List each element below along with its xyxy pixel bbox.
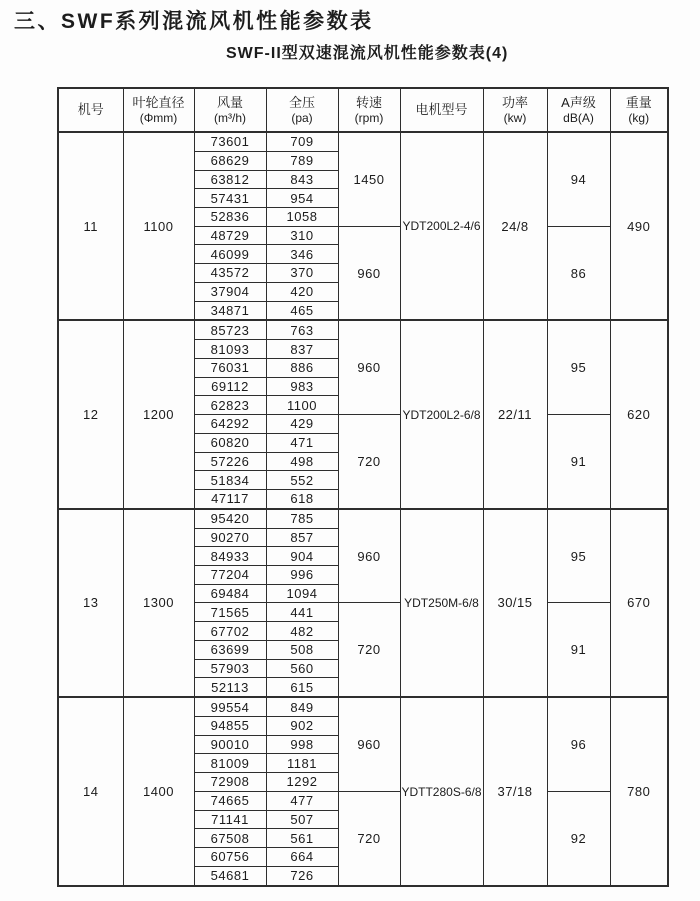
pressure-cell: 615 [266,678,338,697]
airflow-cell: 60756 [194,847,266,866]
col-header-unit: (kg) [628,111,650,126]
airflow-cell: 68629 [194,151,266,170]
diameter-cell: 1200 [123,320,194,508]
pressure-cell: 996 [266,566,338,585]
pressure-cell: 857 [266,528,338,547]
col-header-unit: dB(A) [563,111,594,126]
pressure-cell: 664 [266,847,338,866]
airflow-cell: 77204 [194,566,266,585]
pressure-cell: 477 [266,791,338,810]
pressure-cell: 998 [266,735,338,754]
airflow-cell: 90010 [194,735,266,754]
pressure-cell: 346 [266,245,338,264]
page-title: 三、SWF系列混流风机性能参数表 [14,10,374,33]
pressure-cell: 429 [266,415,338,434]
diameter-cell: 1100 [123,132,194,320]
airflow-cell: 62823 [194,396,266,415]
airflow-cell: 37904 [194,282,266,301]
airflow-cell: 47117 [194,489,266,508]
airflow-cell: 63812 [194,170,266,189]
airflow-cell: 67702 [194,622,266,641]
motor-cell: YDTT280S-6/8 [400,697,483,886]
machine-no-cell: 13 [58,509,123,697]
col-header-unit: (kw) [503,111,527,126]
motor-cell: YDT250M-6/8 [400,509,483,697]
pressure-cell: 789 [266,151,338,170]
pressure-cell: 508 [266,640,338,659]
pressure-cell: 843 [266,170,338,189]
pressure-cell: 837 [266,340,338,359]
col-header-airflow [194,88,266,132]
speed-cell: 960 [338,509,400,603]
table-row [58,509,668,528]
airflow-cell: 69484 [194,584,266,603]
col-header-unit: (Φmm) [139,111,178,126]
pressure-cell: 709 [266,132,338,151]
airflow-cell: 51834 [194,471,266,490]
weight-cell: 780 [610,697,668,886]
pressure-cell: 560 [266,659,338,678]
pressure-cell: 763 [266,320,338,339]
pressure-cell: 420 [266,282,338,301]
weight-cell: 490 [610,132,668,320]
noise-cell: 91 [547,415,610,509]
pressure-cell: 1181 [266,754,338,773]
airflow-cell: 57431 [194,189,266,208]
speed-cell: 960 [338,697,400,791]
airflow-cell: 74665 [194,791,266,810]
diameter-cell: 1400 [123,697,194,886]
pressure-cell: 507 [266,810,338,829]
pressure-cell: 370 [266,264,338,283]
noise-cell: 96 [547,697,610,791]
airflow-cell: 69112 [194,377,266,396]
airflow-cell: 84933 [194,547,266,566]
airflow-cell: 76031 [194,358,266,377]
speed-cell: 720 [338,603,400,697]
pressure-cell: 561 [266,829,338,848]
airflow-cell: 54681 [194,866,266,886]
col-header-label: 全压 [288,94,315,110]
col-header-weight [610,88,668,132]
airflow-cell: 34871 [194,301,266,320]
table-body [58,132,668,886]
pressure-cell: 954 [266,189,338,208]
pressure-cell: 1292 [266,773,338,792]
airflow-cell: 81009 [194,754,266,773]
col-header-label: 叶轮直径 [132,94,185,110]
airflow-cell: 81093 [194,340,266,359]
col-header-label: 电机型号 [415,102,468,118]
pressure-cell: 849 [266,697,338,716]
airflow-cell: 85723 [194,320,266,339]
airflow-cell: 57226 [194,452,266,471]
col-header-machine-no [58,88,123,132]
speed-cell: 720 [338,791,400,886]
machine-no-cell: 11 [58,132,123,320]
col-header-power [483,88,547,132]
pressure-cell: 482 [266,622,338,641]
noise-cell: 92 [547,791,610,886]
power-cell: 22/11 [483,320,547,508]
pressure-cell: 498 [266,452,338,471]
pressure-cell: 902 [266,716,338,735]
noise-cell: 91 [547,603,610,697]
power-cell: 37/18 [483,697,547,886]
col-header-unit: (m³/h) [214,111,246,126]
table-row [58,132,668,151]
airflow-cell: 90270 [194,528,266,547]
power-cell: 30/15 [483,509,547,697]
airflow-cell: 52836 [194,207,266,226]
pressure-cell: 552 [266,471,338,490]
power-cell: 24/8 [483,132,547,320]
noise-cell: 94 [547,132,610,226]
table-row [58,320,668,339]
motor-cell: YDT200L2-6/8 [400,320,483,508]
col-header-label: 转速 [355,94,382,110]
airflow-cell: 71141 [194,810,266,829]
airflow-cell: 46099 [194,245,266,264]
airflow-cell: 73601 [194,132,266,151]
table-row [58,697,668,716]
pressure-cell: 310 [266,226,338,245]
pressure-cell: 726 [266,866,338,886]
col-header-label: 重量 [625,94,652,110]
machine-no-cell: 14 [58,697,123,886]
pressure-cell: 465 [266,301,338,320]
pressure-cell: 1100 [266,396,338,415]
speed-cell: 720 [338,415,400,509]
diameter-cell: 1300 [123,509,194,697]
col-header-label: A声级 [561,94,596,110]
airflow-cell: 67508 [194,829,266,848]
pressure-cell: 1058 [266,207,338,226]
pressure-cell: 983 [266,377,338,396]
airflow-cell: 94855 [194,716,266,735]
col-header-diameter [123,88,194,132]
motor-cell: YDT200L2-4/6 [400,132,483,320]
page-subtitle: SWF-II型双速混流风机性能参数表(4) [226,45,509,62]
col-header-pressure [266,88,338,132]
airflow-cell: 64292 [194,415,266,434]
airflow-cell: 72908 [194,773,266,792]
noise-cell: 95 [547,320,610,414]
speed-cell: 960 [338,320,400,414]
pressure-cell: 785 [266,509,338,528]
pressure-cell: 1094 [266,584,338,603]
col-header-unit: (pa) [291,111,313,126]
col-header-motor [400,88,483,132]
airflow-cell: 57903 [194,659,266,678]
airflow-cell: 71565 [194,603,266,622]
speed-cell: 960 [338,226,400,320]
pressure-cell: 886 [266,358,338,377]
col-header-noise [547,88,610,132]
col-header-unit: (rpm) [354,111,384,126]
airflow-cell: 60820 [194,433,266,452]
pressure-cell: 441 [266,603,338,622]
noise-cell: 86 [547,226,610,320]
table-header-row [58,88,668,132]
pressure-cell: 471 [266,433,338,452]
airflow-cell: 63699 [194,640,266,659]
noise-cell: 95 [547,509,610,603]
pressure-cell: 904 [266,547,338,566]
fan-performance-table [57,87,669,887]
airflow-cell: 99554 [194,697,266,716]
airflow-cell: 48729 [194,226,266,245]
col-header-speed [338,88,400,132]
weight-cell: 670 [610,509,668,697]
col-header-label: 功率 [501,94,528,110]
pressure-cell: 618 [266,489,338,508]
airflow-cell: 52113 [194,678,266,697]
col-header-label: 风量 [216,94,243,110]
airflow-cell: 43572 [194,264,266,283]
weight-cell: 620 [610,320,668,508]
airflow-cell: 95420 [194,509,266,528]
machine-no-cell: 12 [58,320,123,508]
col-header-label: 机号 [77,102,104,118]
speed-cell: 1450 [338,132,400,226]
